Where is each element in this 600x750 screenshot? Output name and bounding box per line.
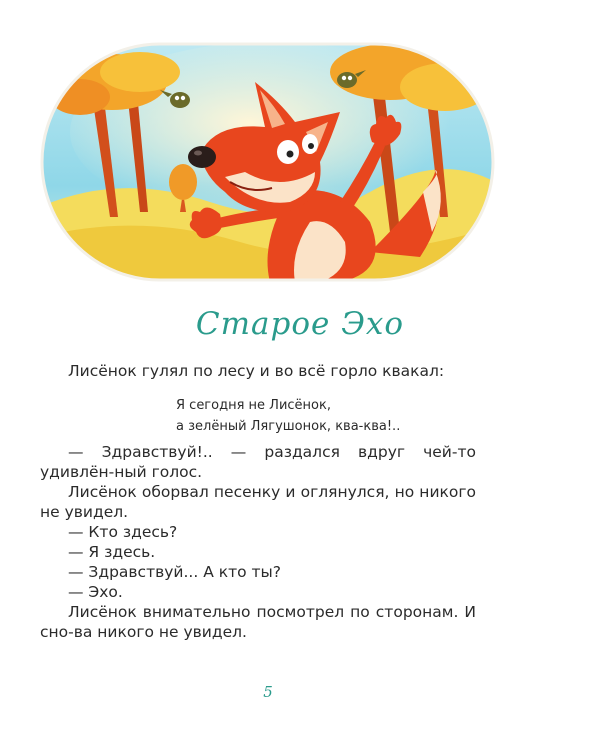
fox-illustration: [40, 42, 495, 282]
verse-line: Я сегодня не Лисёнок,: [176, 398, 331, 413]
story-paragraph: — Здравствуй!.. — раздался вдруг чей-то удивлён-ный голос.: [40, 443, 476, 481]
story-illustration: [40, 42, 495, 282]
story-paragraph: Лисёнок оборвал песенку и оглянулся, но никого не увидел.: [40, 483, 476, 521]
story-title: Старое Эхо: [195, 306, 405, 342]
intro-paragraph: [40, 361, 476, 381]
verse-block: [176, 395, 400, 437]
story-paragraph: Лисёнок внимательно посмотрел по сторонам. И сно-ва никого не увидел.: [40, 603, 476, 641]
story-paragraph: — Здравствуй... А кто ты?: [68, 563, 282, 581]
dialogue-block: [40, 442, 476, 642]
story-paragraph: — Кто здесь?: [68, 523, 178, 541]
verse-line: а зелёный Лягушонок, ква-ква!..: [176, 419, 401, 434]
intro-text: Лисёнок гулял по лесу и во всё горло квакал:: [68, 362, 445, 380]
story-paragraph: — Я здесь.: [68, 543, 156, 561]
page-number: 5: [263, 683, 273, 701]
story-paragraph: — Эхо.: [68, 583, 123, 601]
